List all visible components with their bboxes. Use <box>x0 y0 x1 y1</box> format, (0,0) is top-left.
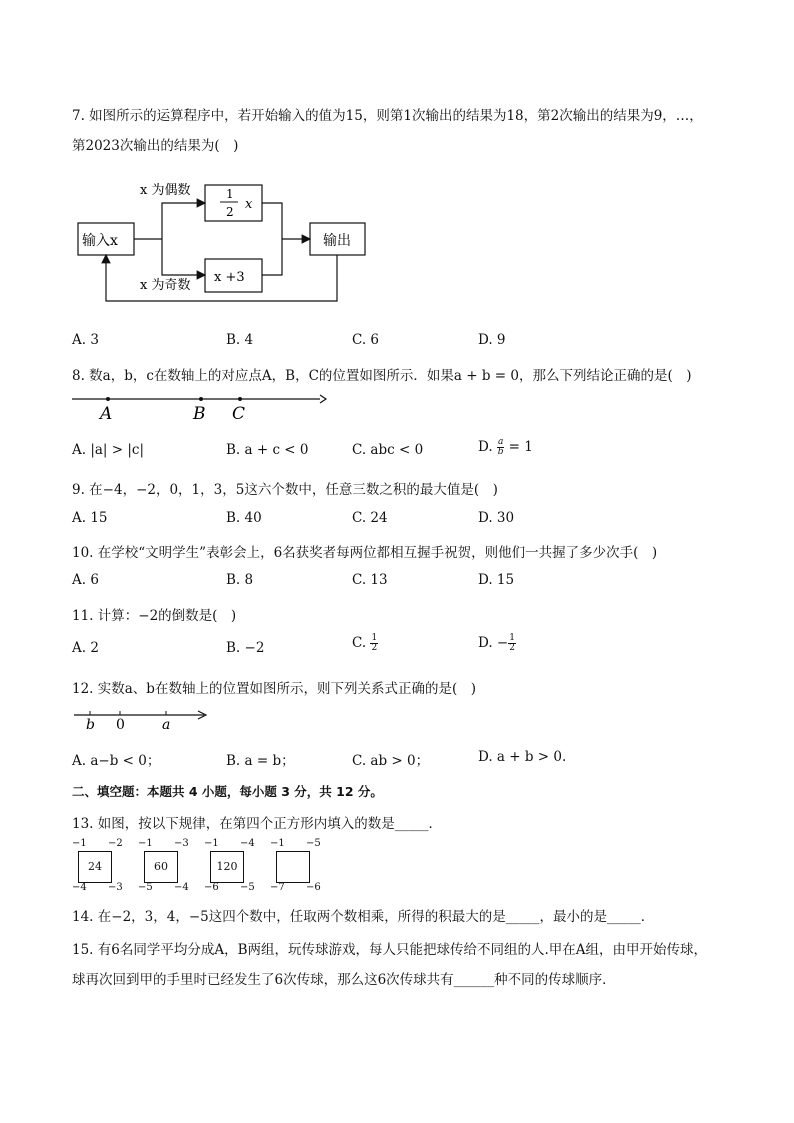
q11-option-c[interactable] <box>352 634 378 653</box>
q8-option-c[interactable]: C. abc < 0 <box>352 442 424 458</box>
q13-square: 60 <box>144 851 178 883</box>
q7-option-d[interactable]: D. 9 <box>478 332 506 348</box>
q8-number-line <box>70 388 330 424</box>
q11-option-c-den: 2 <box>371 643 378 653</box>
q13-square-corner-br: −5 <box>240 882 255 893</box>
q9-option-c[interactable]: C. 24 <box>352 510 388 526</box>
q11-option-d-fraction <box>508 634 516 653</box>
flow-odd-label: x 为奇数 <box>140 278 191 293</box>
q8-text: 8. 数a，b，c在数轴上的对应点A，B，C的位置如图所示．如果a + b = 0，那么下列结论正确的是( ) <box>72 368 692 384</box>
q13-square-corner-bl: −4 <box>72 882 87 893</box>
q7-text-line1: 7. 如图所示的运算程序中，若开始输入的值为15，则第1次输出的结果为18，第2次输出的结果为9，…， <box>72 108 703 124</box>
q11-option-b[interactable]: B. −2 <box>226 640 265 656</box>
q15-text-line2: 球再次回到甲的手里时已经发生了6次传球，那么这6次传球共有______种不同的传球顺序． <box>72 972 616 988</box>
q7-flowchart <box>70 168 370 313</box>
q13-square <box>276 851 310 883</box>
q13-square-corner-tr: −4 <box>240 838 255 849</box>
q13-square-corner-tl: −1 <box>270 838 285 849</box>
q11-text: 11. 计算：−2的倒数是( ) <box>72 608 237 624</box>
q13-square-corner-bl: −7 <box>270 882 285 893</box>
q12-option-a[interactable]: A. a−b < 0； <box>72 753 161 769</box>
section-heading: 二、填空题：本题共 4 小题，每小题 3 分，共 12 分。 <box>72 784 383 799</box>
q8-point-c: C <box>232 404 246 424</box>
q13-square-corner-tl: −1 <box>138 838 153 849</box>
q8-option-a[interactable]: A. |a| > |c| <box>72 442 145 458</box>
q10-text: 10. 在学校“文明学生”表彰会上，6名获奖者每两位都相互握手祝贺，则他们一共握了多少次手( ) <box>72 545 658 561</box>
q10-option-a[interactable]: A. 6 <box>72 572 99 588</box>
q13-square-group <box>268 838 328 894</box>
q13-square-corner-br: −6 <box>306 882 321 893</box>
q8-point-b: B <box>193 404 206 424</box>
q7-option-c[interactable]: C. 6 <box>352 332 380 348</box>
flow-half-var: x <box>245 197 253 212</box>
q8-option-d-rest: = 1 <box>508 439 533 455</box>
q10-option-c[interactable]: C. 13 <box>352 572 388 588</box>
q11-option-d[interactable] <box>478 634 516 653</box>
flow-input-label: 输入x <box>82 233 118 249</box>
q13-square: 120 <box>210 851 244 883</box>
q7-option-b[interactable]: B. 4 <box>226 332 254 348</box>
q12-axis-zero: 0 <box>116 717 125 732</box>
q9-option-a[interactable]: A. 15 <box>72 510 108 526</box>
q12-axis-a: a <box>162 717 171 732</box>
q15-text-line1: 15. 有6名同学平均分成A，B两组，玩传球游戏，每人只能把球传给不同组的人.甲在A组，由甲开始传球， <box>72 942 708 958</box>
q8-option-b[interactable]: B. a + c < 0 <box>226 442 309 458</box>
q12-option-d[interactable]: D. a + b > 0. <box>478 749 567 765</box>
flow-half-den: 2 <box>226 205 234 219</box>
q13-square-corner-bl: −6 <box>204 882 219 893</box>
q9-option-d[interactable]: D. 30 <box>478 510 515 526</box>
q8-option-d-den: b <box>497 447 504 457</box>
q11-option-a[interactable]: A. 2 <box>72 640 99 656</box>
q12-number-line <box>72 706 212 732</box>
q11-option-d-den: 2 <box>509 643 515 653</box>
q13-square-corner-br: −4 <box>174 882 189 893</box>
q9-text: 9. 在−4，−2，0，1，3，5这六个数中，任意三数之积的最大值是( ) <box>72 482 498 498</box>
q11-option-c-fraction <box>370 634 378 653</box>
q8-option-d-prefix: D. <box>478 439 493 455</box>
q14-text: 14. 在−2，3，4，−5这四个数中，任取两个数相乘，所得的积最大的是_____，最小的是_____． <box>72 909 655 925</box>
q13-text: 13. 如图，按以下规律，在第四个正方形内填入的数是_____． <box>72 816 443 832</box>
q13-square-corner-tl: −1 <box>72 838 87 849</box>
q7-text-line2: 第2023次输出的结果为( ) <box>72 138 239 154</box>
q8-option-d-num: a <box>497 437 504 447</box>
q10-option-d[interactable]: D. 15 <box>478 572 515 588</box>
q10-option-b[interactable]: B. 8 <box>226 572 254 588</box>
q11-option-c-num: 1 <box>371 633 378 643</box>
q12-axis-b: b <box>86 717 95 732</box>
q8-option-d-fraction <box>497 438 504 457</box>
q13-square-group <box>70 838 130 894</box>
q13-square-corner-tr: −2 <box>108 838 123 849</box>
q13-square-corner-tr: −5 <box>306 838 321 849</box>
q13-square-corner-bl: −5 <box>138 882 153 893</box>
q12-option-b[interactable]: B. a = b； <box>226 753 295 769</box>
q8-option-d[interactable] <box>478 438 533 457</box>
q13-square-group <box>202 838 262 894</box>
q9-option-b[interactable]: B. 40 <box>226 510 262 526</box>
q7-option-a[interactable]: A. 3 <box>72 332 99 348</box>
q13-squares <box>70 838 330 894</box>
q12-text: 12. 实数a、b在数轴上的位置如图所示，则下列关系式正确的是( ) <box>72 681 476 697</box>
q13-square-group <box>136 838 196 894</box>
q13-square-corner-tl: −1 <box>204 838 219 849</box>
q11-option-d-prefix: D. − <box>478 635 509 651</box>
q13-square-corner-br: −3 <box>108 882 123 893</box>
q11-option-c-prefix: C. <box>352 635 367 651</box>
q13-square: 24 <box>78 851 112 883</box>
q12-option-c[interactable]: C. ab > 0； <box>352 753 430 769</box>
flow-plus3-label: x +3 <box>214 270 245 285</box>
flow-output-label: 输出 <box>323 233 351 249</box>
flow-half-num: 1 <box>226 187 234 201</box>
q8-point-a: A <box>100 404 113 424</box>
flow-even-label: x 为偶数 <box>140 183 191 198</box>
q11-option-d-num: 1 <box>509 633 515 643</box>
q13-square-corner-tr: −3 <box>174 838 189 849</box>
